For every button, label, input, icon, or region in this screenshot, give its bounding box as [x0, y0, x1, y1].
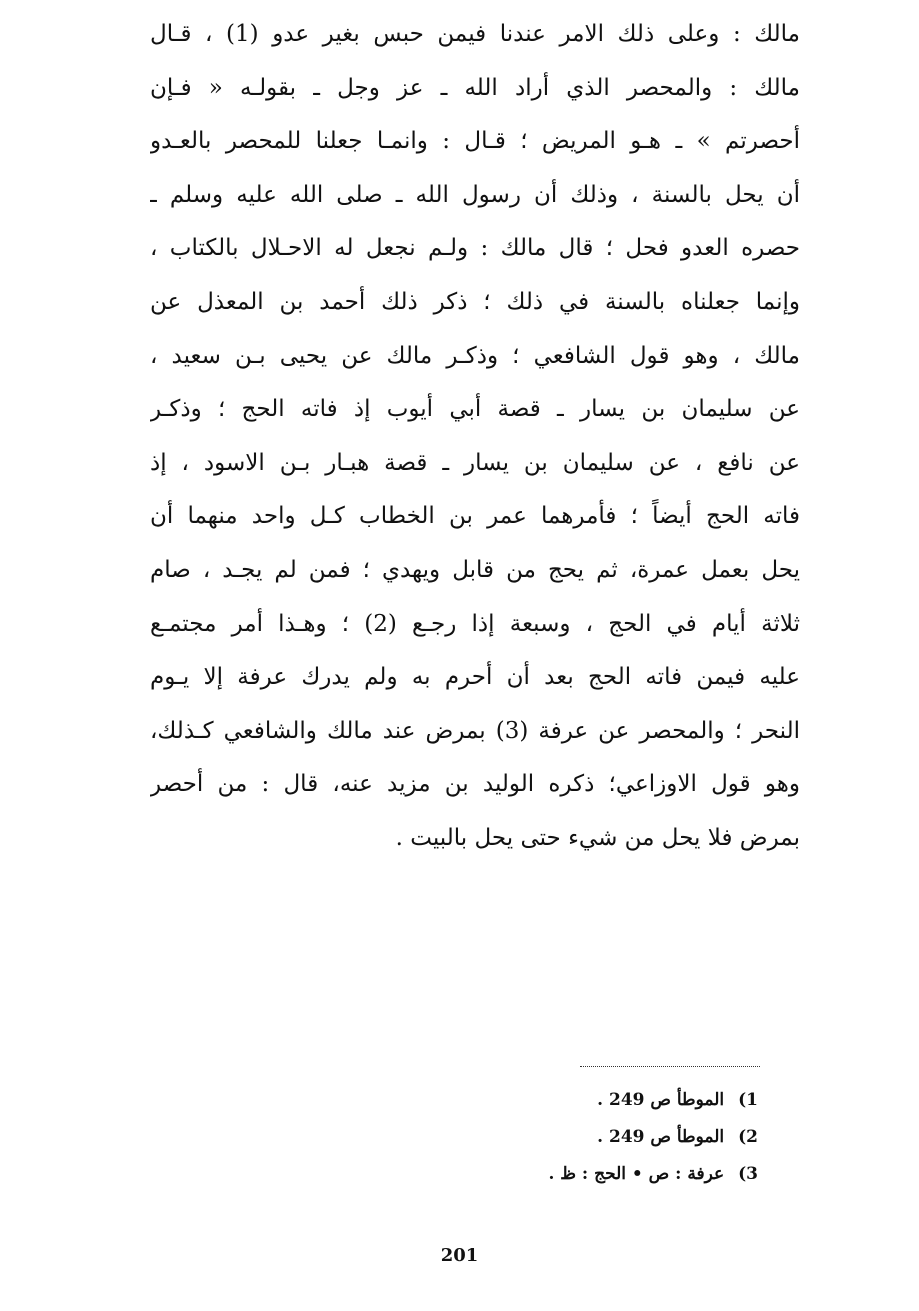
footnote-number: 2) — [738, 1127, 758, 1147]
footnote-item — [440, 1156, 758, 1193]
text-line: ثلاثة أيام في الحج ، وسبعة إذا رجـع (2) ؛ وهـذا أمر مجتمـع — [150, 610, 800, 637]
page-number: 201 — [440, 1245, 479, 1266]
footnotes — [440, 1082, 758, 1193]
footnote-divider — [580, 1066, 760, 1067]
text-line: عليه فيمن فاته الحج بعد أن أحرم به ولم يدرك عرفة إلا يـوم — [150, 664, 800, 691]
text-line: عن سليمان بن يسار ـ قصة أبي أيوب إذ فاته الحج ؛ وذكـر — [150, 396, 800, 423]
text-line: النحر ؛ والمحصر عن عرفة (3) بمرض عند مالك والشافعي كـذلك، — [150, 717, 800, 744]
footnote-text: الموطأ ص 249 . — [597, 1090, 725, 1110]
footnote-item — [440, 1082, 758, 1119]
text-line: وهو قول الاوزاعي؛ ذكره الوليد بن مزيد عنه، قال : من أحصر — [150, 771, 800, 798]
footnote-text: الموطأ ص 249 . — [597, 1127, 725, 1147]
text-line: مالك : والمحصر الذي أراد الله ـ عز وجل ـ بقولـه « فـإن — [150, 74, 800, 101]
footnote-text: عرفة : ص • الحج : ظ . — [548, 1164, 725, 1184]
text-line: عن نافع ، عن سليمان بن يسار ـ قصة هبـار بـن الاسود ، إذ — [150, 449, 800, 476]
text-line: فاته الحج أيضاً ؛ فأمرهما عمر بن الخطاب كـل واحد منهما أن — [150, 503, 800, 530]
text-line: وإنما جعلناه بالسنة في ذلك ؛ ذكر ذلك أحمد بن المعذل عن — [150, 288, 800, 315]
text-line: يحل بعمل عمرة، ثم يحج من قابل ويهدي ؛ فمن لم يجـد ، صام — [150, 556, 800, 583]
footnote-number: 3) — [738, 1164, 758, 1184]
text-line: أحصرتم » ـ هـو المريض ؛ قـال : وانمـا جعلنا للمحصر بالعـدو — [150, 128, 800, 155]
text-line: مالك : وعلى ذلك الامر عندنا فيمن حبس بغير عدو (1) ، قـال — [150, 21, 800, 47]
footnote-number: 1) — [738, 1090, 758, 1110]
text-line: حصره العدو فحل ؛ قال مالك : ولـم نجعل له الاحـلال بالكتاب ، — [150, 235, 800, 262]
body-text — [150, 8, 800, 866]
footnote-item — [440, 1119, 758, 1156]
text-line: مالك ، وهو قول الشافعي ؛ وذكـر مالك عن يحيى بـن سعيد ، — [150, 342, 800, 369]
text-line: بمرض فلا يحل من شيء حتى يحل بالبيت . — [395, 824, 800, 851]
text-line: أن يحل بالسنة ، وذلك أن رسول الله ـ صلى الله عليه وسلم ـ — [150, 181, 800, 208]
